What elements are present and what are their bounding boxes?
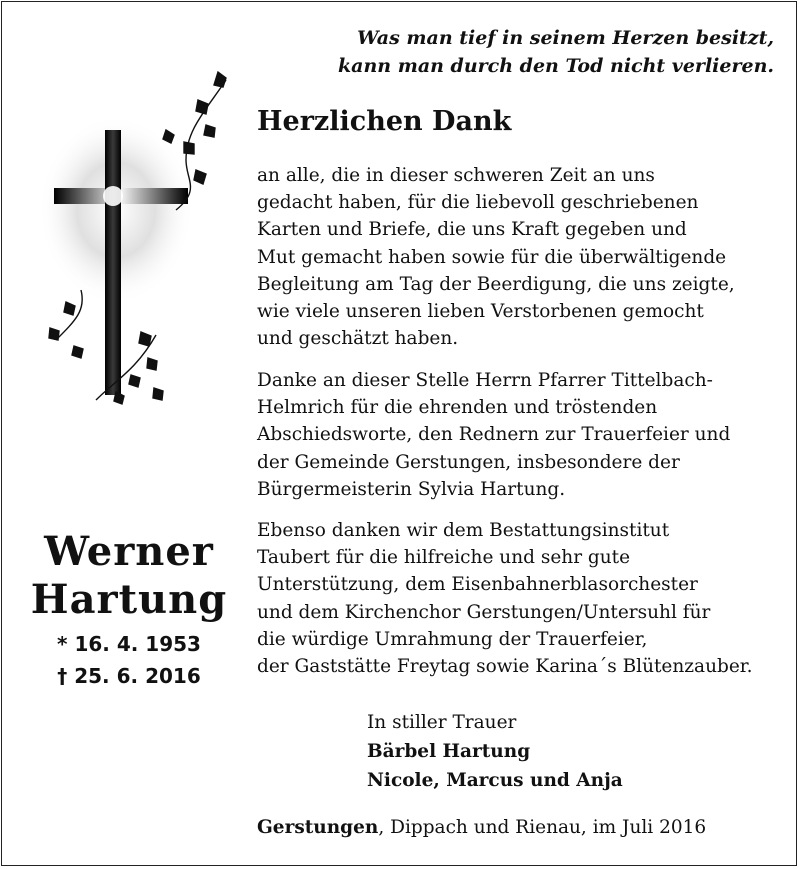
text-line: und dem Kirchenchor Gerstungen/Untersuhl für [257,601,711,623]
text-line: Unterstützung, dem Eisenbahnerblasorchester [257,574,698,596]
text-line: Bürgermeisterin Sylvia Hartung. [257,478,566,500]
text-line: die würdige Umrahmung der Trauerfeier, [257,628,648,650]
text-line: Danke an dieser Stelle Herrn Pfarrer Tittelbach- [257,370,713,391]
text-line: Ebenso danken wir dem Bestattungsinstitut [257,520,670,541]
text-line: Taubert für die hilfreiche und sehr gute [257,547,631,569]
text-line: Helmrich für die ehrenden und tröstenden [257,397,658,419]
thanks-paragraph [257,162,735,352]
page-title: Herzlichen Dank [257,106,512,137]
motto-line: kann man durch den Tod nicht verlieren. [338,55,774,77]
motto-quote [338,24,774,80]
signature-name: Bärbel Hartung [367,741,531,762]
text-line: Karten und Briefe, die uns Kraft gegeben und [257,219,687,241]
text-line: der Gaststätte Freytag sowie Karina´s Blütenzauber. [257,656,753,678]
text-line: gedacht haben, für die liebevoll geschriebenen [257,192,699,214]
thanks-paragraph [257,367,730,503]
text-line: wie viele unseren lieben Verstorbenen gemocht [257,301,704,323]
deceased-last-name: Hartung [30,576,228,623]
signature-name: Nicole, Marcus und Anja [367,770,623,791]
death-date: † 25. 6. 2016 [57,664,201,688]
place-name: Gerstungen [257,817,379,838]
signature-block [367,708,623,795]
motto-line: Was man tief in seinem Herzen besitzt, [357,27,774,49]
deceased-first-name: Werner [44,528,214,575]
text-line: der Gemeinde Gerstungen, insbesondere der [257,451,680,473]
text-line: und geschätzt haben. [257,328,459,350]
deceased-block [24,528,234,692]
text-line: Mut gemacht haben sowie für die überwältigende [257,246,727,268]
text-line: an alle, die in dieser schweren Zeit an uns [257,165,655,186]
thanks-paragraph [257,517,752,680]
text-line: Abschiedsworte, den Rednern zur Trauerfeier und [257,424,731,446]
text-line: Begleitung am Tag der Beerdigung, die uns zeigte, [257,273,735,295]
place-date-line [257,817,706,838]
cross-icon [36,70,246,430]
birth-date: * 16. 4. 1953 [57,632,201,656]
signature-intro: In stiller Trauer [367,712,517,733]
place-date-rest: , Dippach und Rienau, im Juli 2016 [378,817,707,838]
